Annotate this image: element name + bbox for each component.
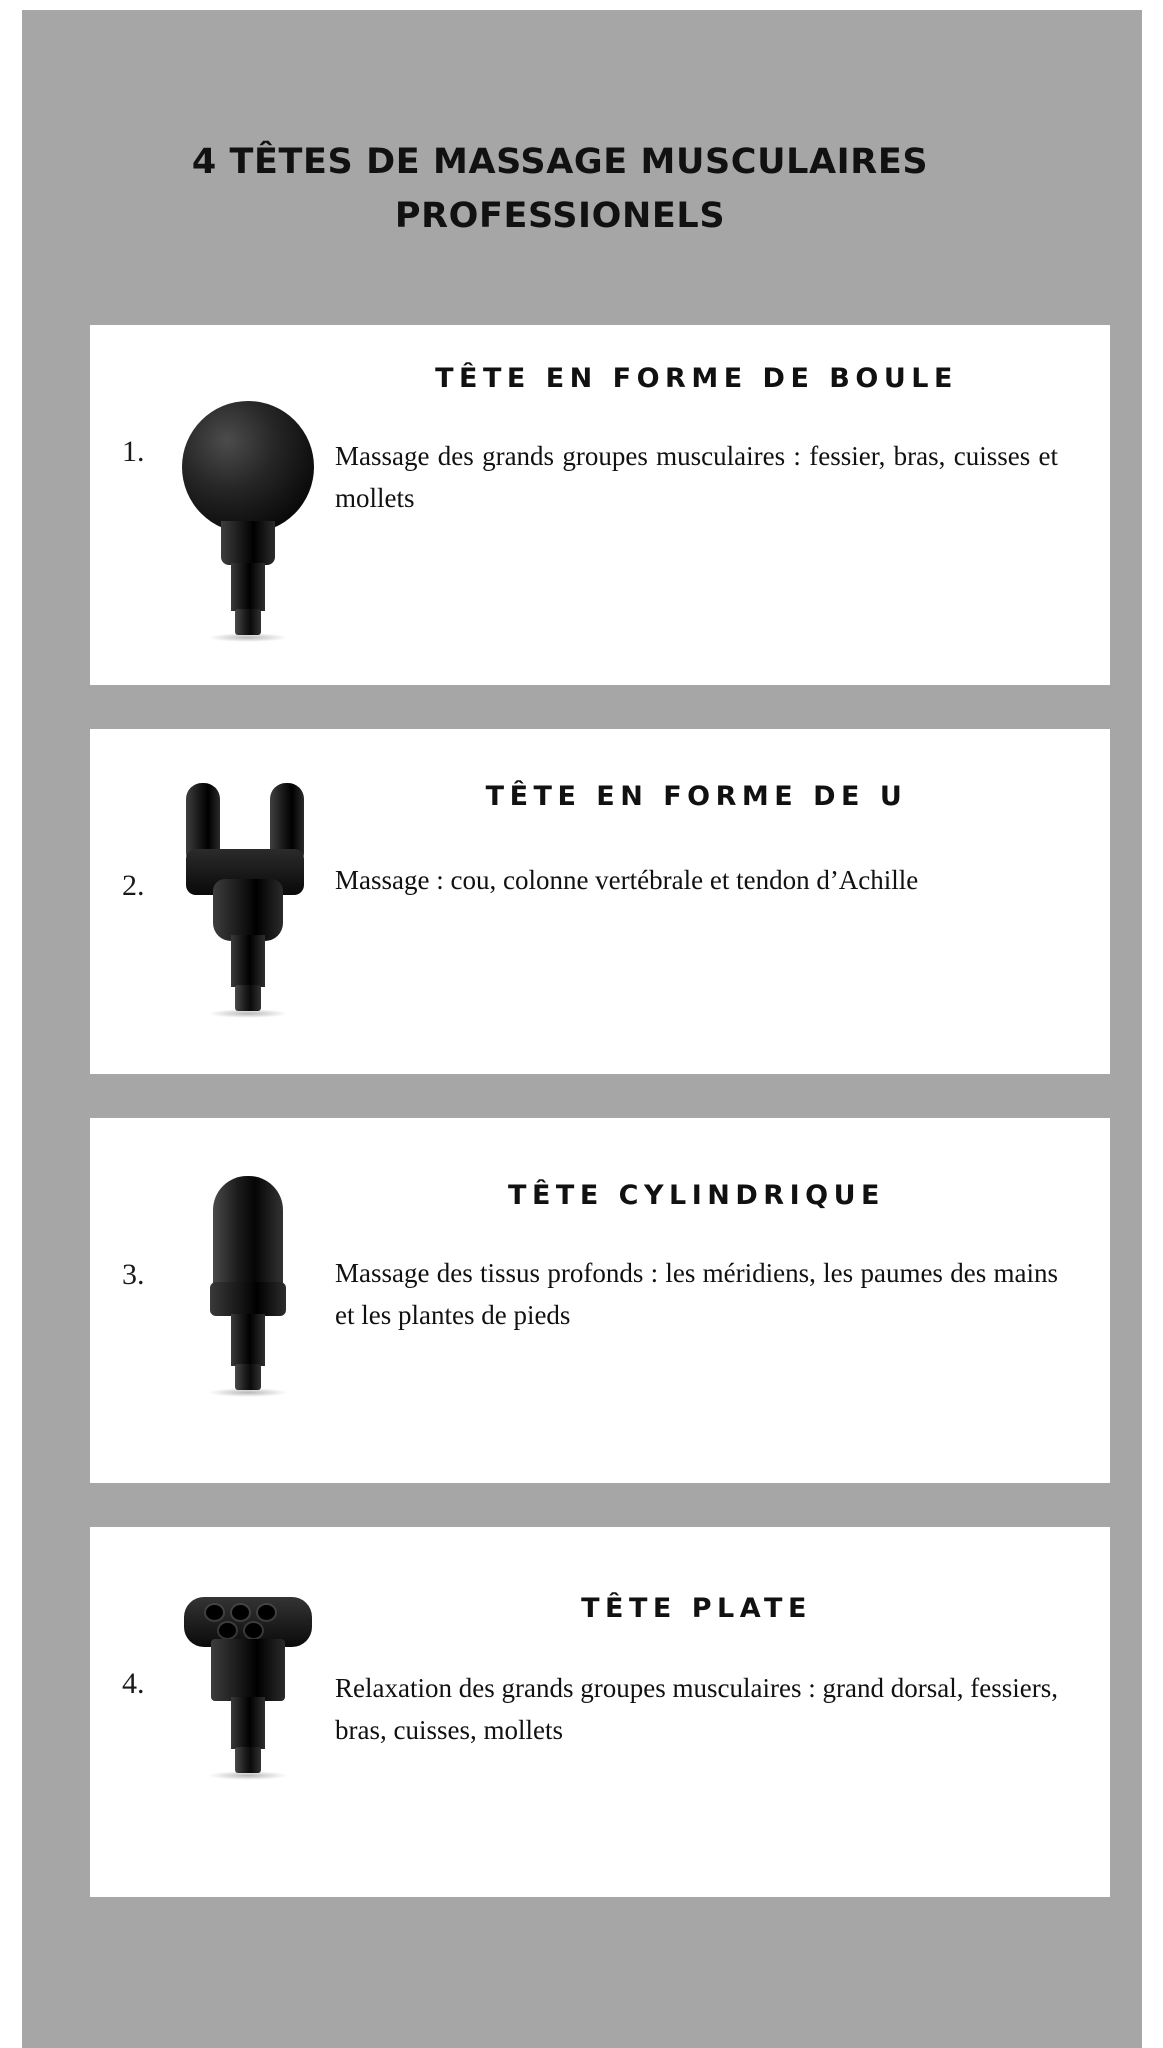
neck-shape <box>221 521 275 565</box>
collar-shape <box>210 1282 286 1316</box>
right-white-margin <box>1142 10 1163 2048</box>
item-heading: TÊTE EN FORME DE U <box>485 781 908 812</box>
item-number: 3. <box>122 1258 145 1291</box>
list-item <box>90 325 1110 685</box>
cylinder-shape <box>213 1176 283 1296</box>
shaft-tip-shape <box>235 985 261 1011</box>
item-number-column <box>90 1527 160 1897</box>
top-white-strip <box>0 0 1163 10</box>
flat-body-shape <box>211 1639 285 1701</box>
item-text-column <box>335 325 1110 685</box>
item-number: 4. <box>122 1667 145 1700</box>
item-description: Massage : cou, colonne vertébrale et tendon d’Achille <box>335 865 919 896</box>
drop-shadow <box>208 1771 288 1780</box>
item-text-column <box>335 1527 1110 1897</box>
shaft-tip-shape <box>235 609 261 635</box>
shaft-shape <box>231 563 265 611</box>
item-number-column <box>90 1118 160 1483</box>
list-item <box>90 729 1110 1074</box>
disc-hole <box>258 1605 275 1620</box>
item-number: 2. <box>122 869 145 902</box>
attachment-list <box>90 325 1110 1941</box>
shaft-shape <box>231 1314 265 1366</box>
item-description: Massage des tissus profonds : les méridiens, les paumes des mains et les plantes de pieds <box>335 1258 1058 1331</box>
item-text-column <box>335 1118 1110 1483</box>
list-item <box>90 1527 1110 1897</box>
list-item <box>90 1118 1110 1483</box>
shaft-shape <box>231 935 265 987</box>
item-image-column <box>160 325 335 685</box>
item-image-column <box>160 729 335 1074</box>
item-description: Relaxation des grands groupes musculaires : grand dorsal, fessiers, bras, cuisses, mollets <box>335 1673 1058 1746</box>
disc-hole <box>206 1605 223 1620</box>
disc-hole <box>245 1623 262 1638</box>
item-heading: TÊTE CYLINDRIQUE <box>508 1180 885 1211</box>
item-text-column <box>335 729 1110 1074</box>
item-number-column <box>90 729 160 1074</box>
item-heading: TÊTE EN FORME DE BOULE <box>435 363 958 394</box>
item-number-column <box>90 325 160 685</box>
item-image-column <box>160 1527 335 1897</box>
shaft-shape <box>231 1697 265 1749</box>
item-description: Massage des grands groupes musculaires : fessier, bras, cuisses et mollets <box>335 441 1058 514</box>
page-title: 4 TÊTES DE MASSAGE MUSCULAIRES PROFESSIONELS <box>191 142 929 237</box>
shaft-tip-shape <box>235 1364 261 1390</box>
left-white-margin <box>0 10 22 2048</box>
u-body <box>213 879 283 941</box>
disc-hole <box>232 1605 249 1620</box>
ball-shape <box>182 401 314 533</box>
drop-shadow <box>208 1388 288 1397</box>
drop-shadow <box>208 1009 288 1018</box>
item-number: 1. <box>122 435 145 468</box>
item-image-column <box>160 1118 335 1483</box>
disc-hole <box>219 1623 236 1638</box>
shaft-tip-shape <box>235 1747 261 1773</box>
drop-shadow <box>208 633 288 642</box>
item-heading: TÊTE PLATE <box>581 1593 812 1624</box>
